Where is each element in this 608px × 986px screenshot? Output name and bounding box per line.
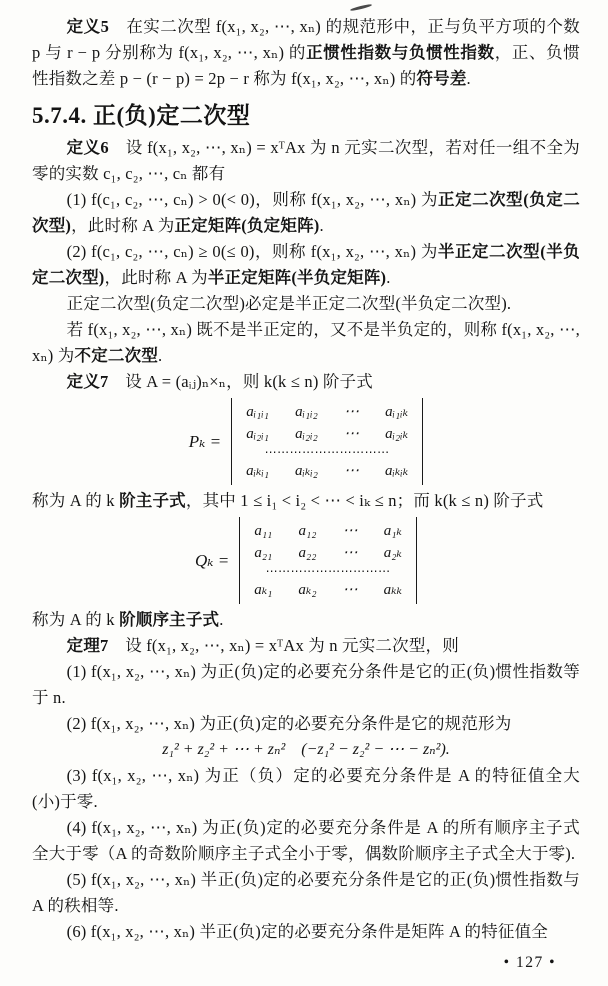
matrix-entry: a₁ₖ — [383, 523, 402, 539]
text-run: 定理7 — [66, 636, 109, 655]
matrix-entry: aᵢ₂ᵢ₁ — [246, 426, 269, 442]
qk-label: Qₖ = — [194, 550, 230, 570]
text-run: 正定矩阵(负定矩阵) — [174, 216, 320, 235]
matrix-entry: a₂₂ — [298, 545, 317, 561]
paragraph-pk-caption — [32, 488, 580, 514]
matrix-ellipsis-row: ⋯⋯⋯⋯⋯⋯⋯⋯⋯⋯ — [264, 446, 390, 459]
text-run: (2) f(c₁, c₂, ⋯, cₙ) ≥ 0(≤ 0)，则称 f(x₁, x₂, ⋯, xₙ) 为 — [66, 242, 438, 261]
matrix-entry: a₁₂ — [298, 523, 317, 539]
matrix-entry: aᵢₖᵢ₂ — [295, 463, 318, 479]
text-run: 不定二次型 — [74, 346, 159, 365]
paragraph-indefinite — [32, 317, 580, 369]
text-run: 若 f(x₁, x₂, ⋯, xₙ) 既不是半正定的，又不是半负定的，则称 f(x₁, x₂, ⋯, xₙ) 为 — [32, 320, 580, 365]
paragraph-theorem-item-2 — [32, 711, 580, 737]
canonical-form-formula: z₁² + z₂² + ⋯ + zₙ² (−z₁² − z₂² − ⋯ − zₙ²). — [162, 741, 450, 758]
text-run: ，此时称 A 为 — [104, 268, 208, 287]
text-run: . — [386, 268, 391, 287]
matrix-entry: a₁₁ — [254, 523, 273, 539]
matrix-entry: aᵢ₁ᵢ₁ — [246, 404, 269, 420]
matrix-entry: ⋯ — [342, 582, 358, 598]
paragraph-note — [32, 291, 580, 317]
paragraph-item-2 — [32, 239, 580, 291]
paragraph-theorem-item-6 — [32, 919, 580, 945]
matrix-entry: aᵢₖᵢ₁ — [246, 463, 270, 479]
text-run: (6) f(x₁, x₂, ⋯, xₙ) 半正(负)定的必要充分条件是矩阵 A 的特征值全 — [66, 922, 549, 941]
text-run: 在实二次型 f(x₁, x₂, ⋯, xₙ) 的规范形中，正与负平方项的个数 p 与 r − p 分别称为 f(x₁, x₂, ⋯, xₙ) 的 — [32, 17, 580, 62]
paragraph-theorem-item-5 — [32, 867, 580, 919]
text-run: 设 A = (aᵢⱼ)ₙ×ₙ，则 k(k ≤ n) 阶子式 — [108, 372, 373, 391]
matrix-entry: aᵢ₂ᵢₖ — [385, 426, 409, 442]
matrix-entry: ⋯ — [343, 426, 359, 442]
paragraph-theorem-7 — [32, 633, 580, 659]
matrix-entry: aₖₖ — [383, 582, 403, 598]
text-run: . — [219, 610, 224, 629]
matrix-entry: ⋯ — [343, 463, 359, 479]
text-run: 半正定二次型(半负定二次型) — [32, 242, 581, 287]
text-run: (1) f(c₁, c₂, ⋯, cₙ) > 0(< 0)，则称 f(x₁, x₂, ⋯, xₙ) 为 — [66, 190, 439, 209]
pk-principal-minor-formula — [32, 395, 580, 488]
text-run: (1) f(x₁, x₂, ⋯, xₙ) 为正(负)定的必要充分条件是它的正(负)惯性指数等于 n. — [32, 662, 580, 707]
paragraph-definition-5 — [32, 14, 580, 92]
text-run: 设 f(x₁, x₂, ⋯, xₙ) = xᵀAx 为 n 元实二次型，则 — [108, 636, 459, 655]
matrix-entry: aᵢ₁ᵢ₂ — [295, 404, 318, 420]
text-run: 符号差 — [416, 69, 467, 88]
paragraph-qk-caption — [32, 607, 580, 633]
page-number: • 127 • — [503, 954, 556, 971]
text-run: ，此时称 A 为 — [71, 216, 175, 235]
text-run: . — [466, 69, 471, 88]
text-run: 正定二次型(负定二次型)必定是半正定二次型(半负定二次型). — [66, 294, 512, 313]
matrix-entry: aₖ₁ — [254, 582, 273, 598]
text-run: (4) f(x₁, x₂, ⋯, xₙ) 为正(负)定的必要充分条件是 A 的所有顺序主子式全大于零（A 的奇数阶顺序主子式全小于零，偶数阶顺序主子式全大于零). — [32, 818, 580, 863]
matrix-entry: ⋯ — [342, 545, 358, 561]
text-run: 阶主子式 — [119, 491, 186, 510]
paragraph-theorem-item-1 — [32, 659, 580, 711]
matrix-entry: aᵢₖᵢₖ — [384, 463, 409, 479]
text-run: 定义7 — [66, 372, 109, 391]
matrix-entry: ⋯ — [342, 523, 358, 539]
matrix-entry: aᵢ₂ᵢ₂ — [295, 426, 318, 442]
matrix-entry: aₖ₂ — [298, 582, 317, 598]
qk-determinant — [239, 517, 417, 604]
text-run: 正定二次型(负定二次型) — [32, 190, 580, 235]
paragraph-item-1 — [32, 187, 580, 239]
section-heading: 5.7.4. 正(负)定二次型 — [32, 103, 251, 128]
text-run: 定义5 — [66, 17, 110, 36]
matrix-entry: a₂ₖ — [383, 545, 402, 561]
matrix-entry: aᵢ₁ᵢₖ — [385, 404, 409, 420]
text-run: 半正定矩阵(半负定矩阵) — [207, 268, 387, 287]
matrix-entry: ⋯ — [343, 404, 359, 420]
text-run: 正惯性指数与负惯性指数 — [306, 43, 495, 62]
text-run: (2) f(x₁, x₂, ⋯, xₙ) 为正(负)定的必要充分条件是它的规范形为 — [66, 714, 512, 733]
paragraph-theorem-item-4 — [32, 815, 580, 867]
paragraph-definition-7 — [32, 369, 580, 395]
qk-leading-principal-minor-formula — [32, 514, 580, 607]
scan-artifact — [350, 3, 372, 11]
paragraph-theorem-item-3 — [32, 763, 580, 815]
text-run: 称为 A 的 k — [32, 491, 120, 510]
text-run: 称为 A 的 k — [32, 610, 120, 629]
text-run: ，其中 1 ≤ i₁ < i₂ < ⋯ < iₖ ≤ n；而 k(k ≤ n) 阶子式 — [185, 491, 544, 510]
text-run: 定义6 — [66, 138, 109, 157]
text-run: 阶顺序主子式 — [119, 610, 220, 629]
matrix-entry: a₂₁ — [254, 545, 273, 561]
paragraph-definition-6 — [32, 135, 580, 187]
text-run: 设 f(x₁, x₂, ⋯, xₙ) = xᵀAx 为 n 元实二次型，若对任一组不全为零的实数 c₁, c₂, ⋯, cₙ 都有 — [32, 138, 580, 183]
text-run: . — [319, 216, 324, 235]
pk-label: Pₖ = — [188, 431, 222, 451]
pk-determinant — [231, 398, 423, 485]
text-run: ，正、负惯性指数之差 p − (r − p) = 2p − r 称为 f(x₁, x₂, ⋯, xₙ) 的 — [32, 43, 581, 88]
text-run: (3) f(x₁, x₂, ⋯, xₙ) 为正（负）定的必要充分条件是 A 的特征值全大(小)于零. — [32, 766, 580, 811]
text-run: (5) f(x₁, x₂, ⋯, xₙ) 半正(负)定的必要充分条件是它的正(负)惯性指数与 A 的秩相等. — [32, 870, 580, 915]
text-run: . — [158, 346, 163, 365]
matrix-ellipsis-row: ⋯⋯⋯⋯⋯⋯⋯⋯⋯⋯ — [265, 565, 391, 578]
